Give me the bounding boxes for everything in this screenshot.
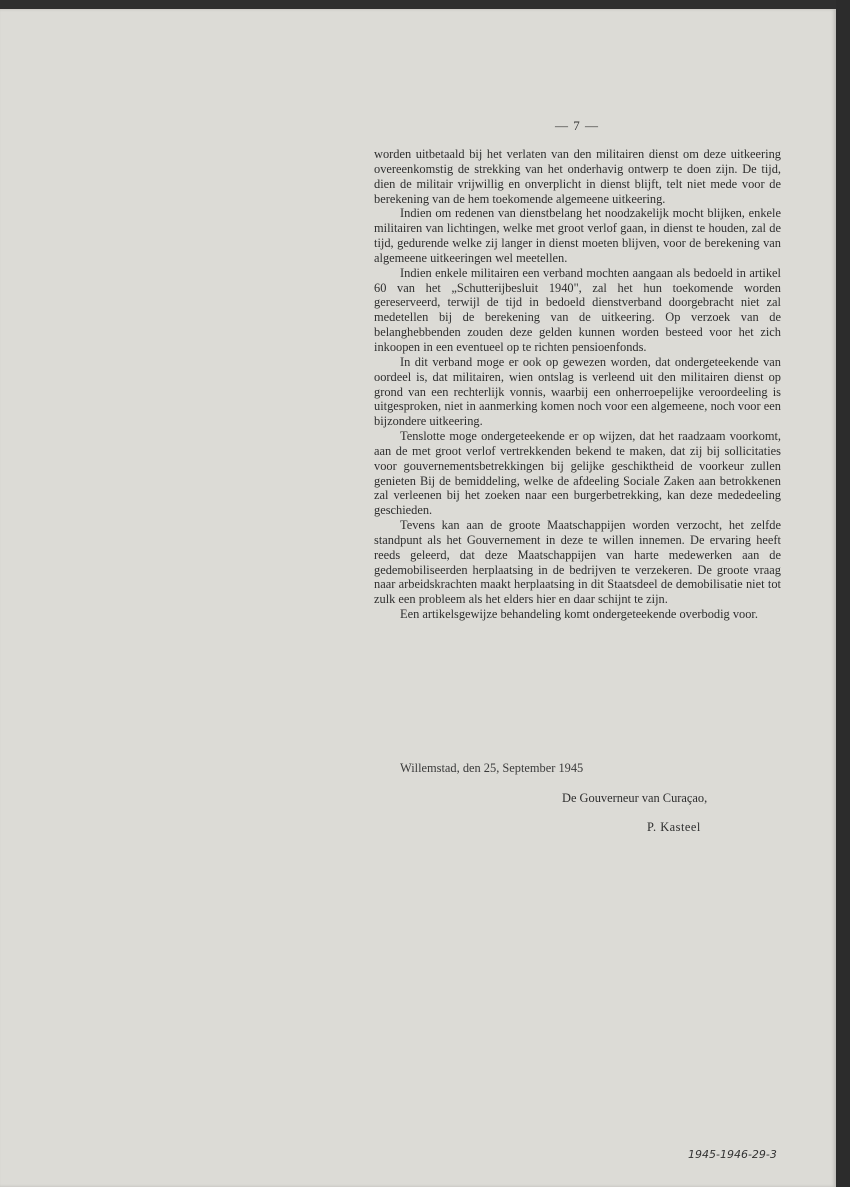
scan-border-right: [836, 0, 850, 1187]
paragraph-7: Een artikelsgewijze behandeling komt ondergeteekende overbodig voor.: [400, 607, 758, 622]
document-body: [374, 147, 781, 622]
archive-reference: 1945-1946-29-3: [688, 1148, 777, 1161]
paragraph-1: worden uitbetaald bij het verlaten van den militairen dienst om deze uitkeering overeenkomstig de strekking van het onderhavig ontwerp te doen zijn. De tijd, dien de militair vrijwillig en onverplicht in dienst blijft, telt niet mede voor de berekening van de hem toekomende algemeene uitkeering.: [374, 147, 781, 206]
paragraph-6: Tevens kan aan de groote Maatschappijen worden verzocht, het zelfde standpunt als het Gouvernement in deze te willen innemen. De ervaring heeft reeds geleerd, dat deze Maatschappijen van harte medewerken aan de gedemobiliseerden herplaatsing in de bedrijven te verzekeren. De groote vraag naar arbeidskrachten maakt herplaatsing in dit Staatsdeel de demobilisatie niet tot zulk een probleem als het elders hier en daar schijnt te zijn.: [374, 518, 781, 607]
page-number: — 7 —: [555, 118, 599, 133]
signatory-title: De Gouverneur van Curaçao,: [562, 791, 708, 805]
paragraph-4: In dit verband moge er ook op gewezen worden, dat ondergeteekende van oordeel is, dat militairen, wien ontslag is verleend uit den militairen dienst op grond van een rechterlijk vonnis, waarbij een onherroepelijke veroordeeling is uitgesproken, niet in aanmerking komen noch voor een algemeene, noch voor een bijzondere uitkeering.: [374, 354, 781, 429]
scan-border-top: [0, 0, 850, 9]
paragraph-3: Indien enkele militairen een verband mochten aangaan als bedoeld in artikel 60 van het „Schutterijbesluit 1940", zal het hun toekomende worden gereserveerd, terwijl de tijd in bedoeld dienstverband doorgebracht niet zal medetellen bij de berekening van de uitkeering. Op verzoek van de belanghebbenden zouden deze gelden kunnen worden besteed voor het zich inkoopen in een eventueel op te richten pensioenfonds.: [374, 265, 781, 354]
signatory-name: P. Kasteel: [647, 820, 701, 834]
paragraph-2: Indien om redenen van dienstbelang het noodzakelijk mocht blijken, enkele militairen van lichtingen, welke met groot verlof gaan, in dienst te houden, zal de tijd, gedurende welke zij langer in dienst moeten blijven, voor de berekening van algemeene uitkeeringen wel meetellen.: [374, 206, 781, 265]
place-and-date: Willemstad, den 25, September 1945: [400, 761, 584, 775]
paragraph-5: Tenslotte moge ondergeteekende er op wijzen, dat het raadzaam voorkomt, aan de met groot verlof vertrekkenden bekend te maken, dat zij bij sollicitaties voor gouvernementsbetrekkingen bij gelijke geschiktheid de voorkeur zullen genieten Bij de bemiddeling, welke de afdeeling Sociale Zaken aan betrokkenen zal verleenen bij het zoeken naar een burgerbetrekking, kan deze mededeeling geschieden.: [374, 429, 781, 518]
